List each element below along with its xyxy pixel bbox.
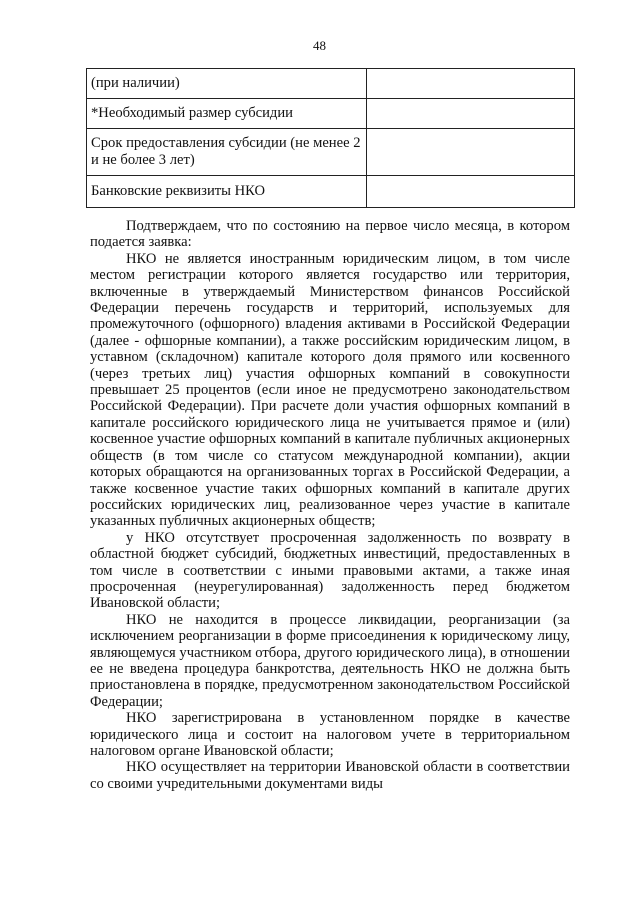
- row-label-availability: (при наличии): [87, 69, 367, 99]
- paragraph-offshore: НКО не является иностранным юридическим лицом, в том числе местом регистрации которого является государство или территория, включенные в утверждаемый Министерством финансов Российской Федерации перечень государств и территорий, используемых для промежуточного (офшорного) владения активами в Российской Федерации (далее - офшорные компании), а также российским юридическим лицом, в уставном (складочном) капитале которого доля прямого или косвенного (через третьих лиц) участия офшорных компаний в совокупности превышает 25 процентов (если иное не предусмотрено законодательством Российской Федерации). При расчете доли участия офшорных компаний в капитале российского юридического лица не учитывается прямое и (или) косвенное участие офшорных компаний в капитале публичных акционерных обществ (в том числе со статусом международной компании), акции которых обращаются на организованных торгах в Российской Федерации, а также косвенное участие таких офшорных компаний в капитале других российских юридических лиц, реализованное через участие в капитале указанных публичных акционерных обществ;: [90, 250, 570, 530]
- paragraph-debt: у НКО отсутствует просроченная задолженность по возврату в областной бюджет субсидий, бюджетных инвестиций, предоставленных в том числе в соответствии с иными правовыми актами, а также иная просроченная (неурегулированная) задолженность перед бюджетом Ивановской области;: [90, 529, 570, 612]
- paragraph-liquidation: НКО не находится в процессе ликвидации, реорганизации (за исключением реорганизации в форме присоединения к юридическому лицу, являющемуся участником отбора, другого юридического лица), в отношении ее не введена процедура банкротства, деятельность НКО не должна быть приостановлена в порядке, предусмотренном законодательством Российской Федерации;: [90, 611, 570, 710]
- row-label-bank-details: Банковские реквизиты НКО: [87, 176, 367, 208]
- page-number: 48: [313, 38, 326, 53]
- row-label-subsidy-term: Срок предоставления субсидии (не менее 2 и не более 3 лет): [87, 129, 367, 176]
- row-value-subsidy-term[interactable]: [367, 129, 575, 176]
- row-value-subsidy-amount[interactable]: [367, 99, 575, 129]
- table-row: [87, 99, 575, 129]
- table-row: [87, 176, 575, 208]
- paragraph-activities: НКО осуществляет на территории Ивановской области в соответствии со своими учредительными документами виды: [90, 759, 570, 792]
- row-label-subsidy-amount: *Необходимый размер субсидии: [87, 99, 367, 129]
- row-value-bank-details[interactable]: [367, 176, 575, 208]
- confirmation-text: [90, 218, 570, 792]
- paragraph-intro: Подтверждаем, что по состоянию на первое число месяца, в котором подается заявка:: [90, 218, 570, 251]
- table-row: [87, 129, 575, 176]
- application-form-table: [86, 68, 575, 208]
- table-row: [87, 69, 575, 99]
- paragraph-registration: НКО зарегистрирована в установленном порядке в качестве юридического лица и состоит на налоговом учете в территориальном налоговом органе Ивановской области;: [90, 710, 570, 759]
- row-value-availability[interactable]: [367, 69, 575, 99]
